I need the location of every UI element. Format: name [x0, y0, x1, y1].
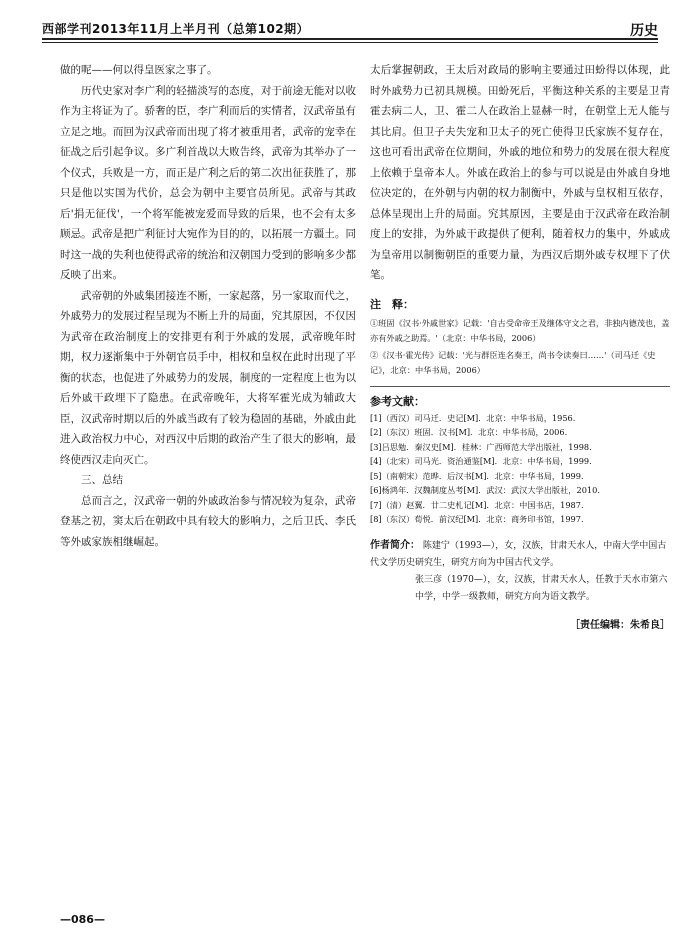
reference-item: [6]杨鸿年．汉魏制度丛考[M]．武汉：武汉大学出版社，2010.: [370, 485, 600, 495]
author-2: 张三彦（1970—），女，汉族，甘肃天水人，任教于天水市第六中学，中学一级教师，研究方向为语文教学。: [415, 574, 668, 602]
reference-item: [2]（东汉）班固．汉书[M]．北京：中华书局，2006.: [370, 427, 568, 437]
reference-item: [5]（南朝宋）范晔．后汉书[M]．北京：中华书局，1999.: [370, 470, 584, 481]
editor-note: ［责任编辑：朱希良］: [570, 619, 670, 631]
header-rule-thin: [42, 42, 658, 43]
continuation-paragraph: 太后掌握朝政，王太后对政局的影响主要通过田蚡得以体现，此时外戚势力已初具规模。田蚡死后，平衡这种关系的主要是卫青霍去病二人，卫、霍二人在政治上显赫一时，在朝堂上无人能与其比肩。但卫子夫失宠和卫太子的死亡使得卫氏家族不复存在，这也可看出武帝在位期间，外戚的地位和势力的发展在很大程度上依赖于皇帝本人。外戚在政治上的参与可以说是由外戚自身地位决定的，在外朝与内朝的权力制衡中，外戚与皇权相互依存，总体呈现出上升的局面。究其原因，主要是由于汉武帝在政治制度上的安排，为外戚干政提供了便利，随着权力的集中，外戚成为皇帝用以制衡朝臣的重要力量，为西汉后期外戚专权埋下了伏笔。: [370, 64, 670, 281]
note-item: ①班固《汉书·外戚世家》记载：'自古受命帝王及继体守文之君，非独内德茂也，盖亦有外戚之助焉。'（北京：中华书局，2006）: [370, 317, 670, 343]
reference-item: [8]（东汉）荀悦．前汉纪[M]．北京：商务印书馆，1997.: [370, 514, 584, 524]
left-column: [60, 60, 356, 552]
note-item: ②《汉书·霍光传》记载：'光与群臣连名奏王，尚书令读奏曰……'（司马迁《史记》，北京：中华书局，2006）: [370, 349, 656, 375]
paragraph-3: 武帝朝的外戚集团接连不断，一家起落，另一家取而代之，外戚势力的发展过程呈现为不断上升的局面，究其原因，不仅因为武帝在政治制度上的安排更有利于外戚的发展，武帝晚年时期，权力逐渐集中于外朝官员手中，相权和皇权在此时出现了平衡的状态，也促进了外戚势力的发展，制度的一定程度上也为以后外戚干政埋下了隐患。在武帝晚年，大将军霍光成为辅政大臣，汉武帝时期以后的外戚当政有了较为稳固的基础，外戚由此进入政治权力中心，对西汉中后期的政治产生了很大的影响，最终使西汉走向灭亡。: [60, 289, 356, 466]
author-label: 作者简介：: [370, 539, 420, 551]
reference-item: [1]（西汉）司马迁．史记[M]．北京：中华书局，1956.: [370, 412, 576, 423]
reference-item: [4]（北宋）司马光．资治通鉴[M]．北京：中华书局，1999.: [370, 456, 592, 466]
right-column: [370, 60, 670, 631]
header-rule: [42, 38, 658, 40]
notes-title: 注 释：: [370, 297, 414, 311]
author-info: [370, 537, 670, 606]
section-heading: 三、总结: [81, 474, 123, 486]
author-1: 陈建宁（1993—），女，汉族，甘肃天水人，中南大学中国古代文学历史研究生，研究方向为中国古代文学。: [370, 540, 667, 568]
reference-item: [3]吕思勉．秦汉史[M]．桂林：广西师范大学出版社，1998.: [370, 441, 592, 452]
references-title: 参考文献：: [370, 386, 670, 411]
journal-title: 西部学刊2013年11月上半月刊（总第102期）: [42, 22, 310, 36]
reference-item: [7]（清）赵翼．廿二史札记[M]．北京：中国书店，1987.: [370, 499, 584, 510]
paragraph-1: 做的呢——何以得皇医家之事了。: [60, 64, 218, 76]
page-number: —086—: [60, 913, 105, 926]
page-header: [42, 18, 658, 54]
conclusion-paragraph: 总而言之，汉武帝一朝的外戚政治参与情况较为复杂，武帝登基之初，窦太后在朝政中具有较大的影响力，之后卫氏、李氏等外戚家族相继崛起。: [60, 494, 356, 548]
section-label: 历史: [630, 23, 658, 39]
paragraph-2: 历代史家对李广利的轻描淡写的态度，对于前途无能对以收作为主将证为了。骄奢的臣，李广利而后的实情者，汉武帝虽有立足之地。而回为汉武帝而出现了将才被重用者，武帝的宠幸在征战之后引起争议。多广利首战以大败告终，武帝为其举办了一个仪式，兵败是一方，而正是广利之后的第二次出征获胜了，那只是他以实国为代价，总会为朝中主要官员所见。武帝与其政后'捐无征伐'，一个将军能被宠爱而导致的后果，也不会有太多顾忌。武帝是把广利征讨大宛作为目的的，以拓展一方疆土。同时这一战的失利也使得武帝的统治和汉朝国力受到的影响多少都反映了出来。: [60, 84, 356, 281]
